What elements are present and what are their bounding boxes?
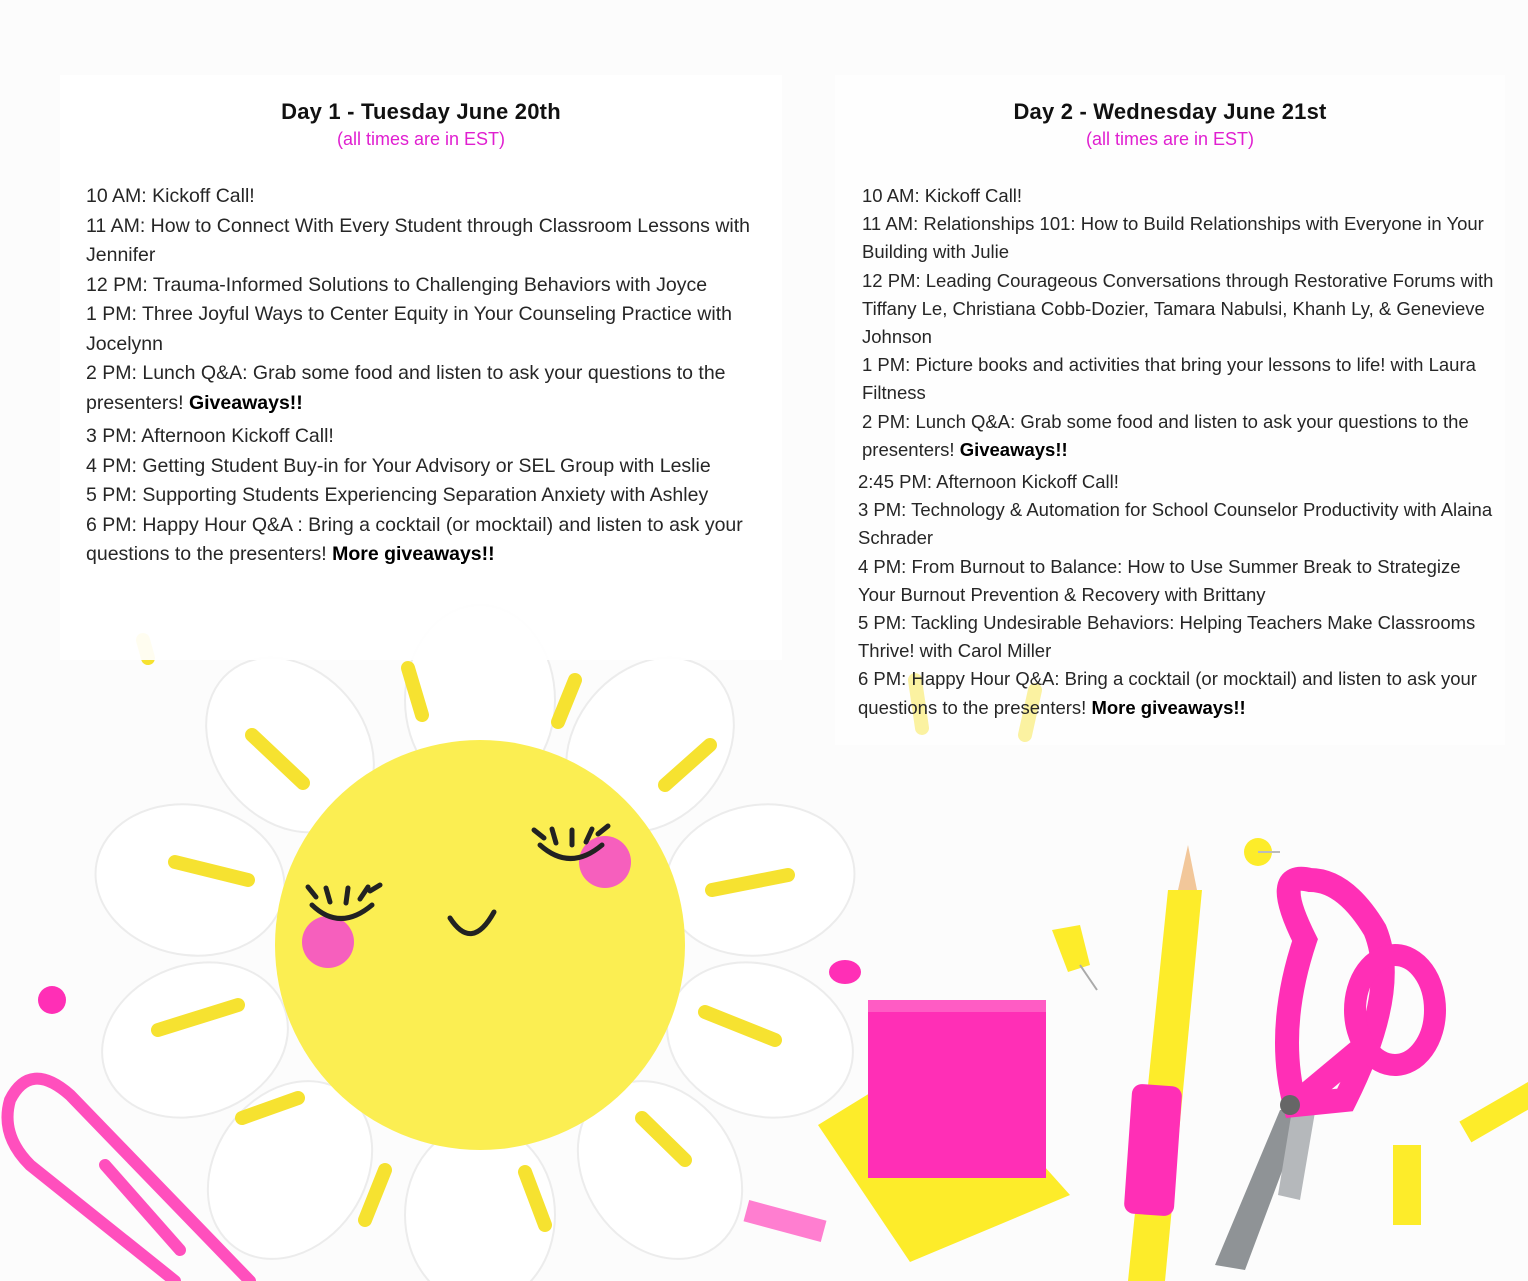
push-pin-icon: [829, 960, 861, 984]
push-pin-icon: [38, 986, 66, 1014]
session-item: 4 PM: From Burnout to Balance: How to Use Summer Break to Strategize Your Burnout Prevention & Recovery with Brittany: [858, 555, 1461, 605]
giveaway-highlight: Giveaways!!: [188, 391, 303, 414]
session-item: 12 PM: Trauma-Informed Solutions to Challenging Behaviors with Joyce: [86, 273, 708, 296]
day2-title: Day 2 - Wednesday June 21st: [1013, 99, 1327, 124]
day1-title: Day 1 - Tuesday June 20th: [281, 99, 561, 124]
session-item: 2 PM: Lunch Q&A: Grab some food and listen to ask your questions to the presenters! Giveaways!!: [862, 410, 1469, 460]
giveaway-highlight: More giveaways!!: [332, 543, 495, 565]
session-item: 11 AM: How to Connect With Every Student through Classroom Lessons with Jennifer: [86, 214, 751, 266]
session-item: 3 PM: Afternoon Kickoff Call!: [86, 425, 334, 447]
day1-timezone-note: (all times are in EST): [336, 129, 506, 149]
session-item: 6 PM: Happy Hour Q&A: Bring a cocktail (or mocktail) and listen to ask your questions to the presenters! More giveaways!!: [858, 668, 1477, 718]
pencil-icon: [1124, 845, 1202, 1281]
session-item: 4 PM: Getting Student Buy-in for Your Advisory or SEL Group with Leslie: [86, 454, 711, 477]
session-item: 12 PM: Leading Courageous Conversations through Restorative Forums with Tiffany Le, Christiana Cobb-Dozier, Tamara Nabulsi, Khanh Ly, & Genevieve Johnson: [862, 269, 1494, 348]
day2-session-list: [835, 182, 1505, 722]
day1-session-list: [60, 182, 782, 570]
session-item: 3 PM: Technology & Automation for School Counselor Productivity with Alaina Schrader: [858, 499, 1493, 549]
session-item: 1 PM: Picture books and activities that bring your lessons to life! with Laura Filtness: [862, 354, 1476, 404]
session-item: 1 PM: Three Joyful Ways to Center Equity in Your Counseling Practice with Jocelynn: [86, 303, 732, 355]
sticky-note-icon: [818, 1000, 1070, 1262]
day1-schedule-panel: [60, 75, 782, 660]
session-item: 11 AM: Relationships 101: How to Build Relationships with Everyone in Your Building with Julie: [862, 213, 1484, 263]
session-item: 5 PM: Supporting Students Experiencing Separation Anxiety with Ashley: [86, 484, 709, 506]
day2-timezone-note: (all times are in EST): [1085, 129, 1255, 149]
session-item: 2 PM: Lunch Q&A: Grab some food and listen to ask your questions to the presenters! Giveaways!!: [86, 362, 726, 414]
day2-schedule-panel: [835, 75, 1505, 745]
session-item: 10 AM: Kickoff Call!: [862, 185, 1023, 206]
giveaway-highlight: Giveaways!!: [959, 438, 1068, 460]
session-item: 6 PM: Happy Hour Q&A : Bring a cocktail (or mocktail) and listen to ask your questions to the presenters! More giveaways!!: [86, 513, 743, 565]
giveaway-highlight: More giveaways!!: [1091, 696, 1246, 718]
session-item: 10 AM: Kickoff Call!: [86, 185, 255, 207]
session-item: 5 PM: Tackling Undesirable Behaviors: Helping Teachers Make Classrooms Thrive! with Carol Miller: [858, 612, 1476, 662]
session-item: 2:45 PM: Afternoon Kickoff Call!: [858, 471, 1119, 493]
